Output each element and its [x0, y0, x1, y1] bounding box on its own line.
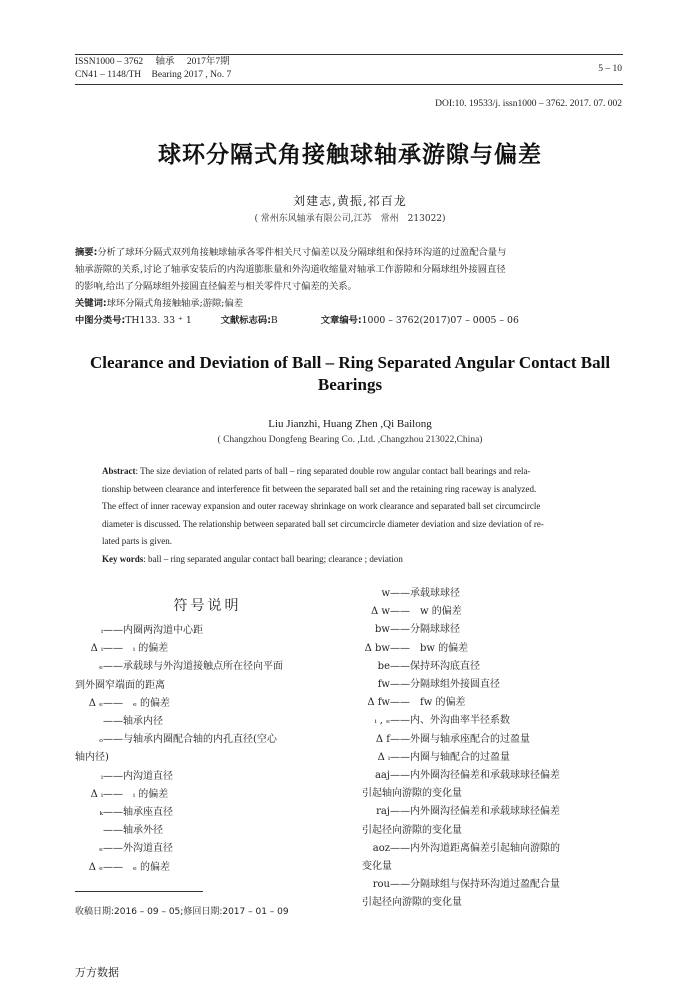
- authors-cn: 刘建志,黄振,祁百龙: [293, 194, 407, 208]
- title-en-line: Bearings: [317, 375, 383, 394]
- symbol-definition: [75, 859, 340, 877]
- symbol-definition: [75, 840, 340, 858]
- keywords-en-label: Key words: [102, 553, 144, 564]
- symbol-text: ——内沟道直径: [103, 770, 173, 782]
- abstract-en-line: lated parts is given.: [102, 536, 172, 546]
- wanfang-watermark: 万方数据: [75, 966, 119, 979]
- abstract-cn-text: 分析了球环分隔式双列角接触球轴承各零件相关尺寸偏差以及分隔球组和保持环沟道的过盈配合量与: [97, 247, 507, 258]
- cn-line: [75, 69, 231, 82]
- abstract-en-text: : The size deviation of related parts of ball – ring separated double row angular contact ball bearings and rela-: [135, 466, 531, 476]
- symbol-text: ——内外圈沟径偏差和承载球球径偏差: [390, 770, 560, 782]
- clc-label: 中图分类号:: [75, 315, 126, 326]
- symbol-definition: [362, 731, 628, 749]
- symbol-text: ——轴承外径: [103, 825, 163, 837]
- abstract-cn-line: 轴承游隙的关系,讨论了轴承安装后的内沟道膨胀量和外沟道收缩量对轴承工作游隙和分隔球组外接圆直径: [75, 264, 506, 275]
- keywords-en-text: : ball – ring separated angular contact ball bearing; clearance ; deviation: [143, 553, 403, 564]
- symbol: w: [381, 588, 390, 599]
- symbol-text: ——内外沟道距离偏差引起轴向游隙的: [390, 842, 560, 854]
- abstract-cn: [75, 244, 627, 329]
- symbol: bw: [375, 624, 390, 636]
- doc-code-label: 文献标志码:: [220, 315, 271, 326]
- symbol-text: ——轴承座直径: [103, 807, 173, 819]
- keywords-cn: [75, 295, 627, 312]
- title-en-line: Clearance and Deviation of Ball – Ring Separated Angular Contact Ball: [89, 353, 611, 372]
- symbols-left-column: [75, 622, 340, 877]
- symbol: aaj: [374, 770, 390, 782]
- symbol-text: —— ᵢ 的偏差: [103, 643, 169, 655]
- symbol-definition: [362, 749, 628, 767]
- symbol-text: ——外圈与轴承座配合的过盈量: [390, 733, 530, 745]
- symbol-text: —— fw 的偏差: [390, 697, 466, 709]
- issn-line: [75, 56, 230, 69]
- symbol-definition: [362, 585, 628, 603]
- symbol-definition: [362, 640, 628, 658]
- symbol: ᵢ , ₑ: [374, 715, 390, 727]
- symbol-definition: [362, 803, 628, 821]
- symbol-definition-continuation: [362, 894, 628, 912]
- title-cn: 球环分隔式角接触球轴承游隙与偏差: [158, 142, 542, 168]
- header-rule-top: [75, 54, 623, 55]
- symbol-definition: [75, 622, 340, 640]
- abstract-cn-line: [75, 244, 627, 261]
- symbol-text: —— ᵢ 的偏差: [103, 788, 169, 800]
- symbol-definition: [75, 640, 340, 658]
- symbol-text: —— ₑ 的偏差: [103, 861, 171, 873]
- keywords-cn-text: 球环分隔式角接触轴承;游隙;偏差: [106, 298, 244, 309]
- year-issue-cn: 2017年7期: [186, 57, 230, 67]
- symbol-definition-continuation: [362, 785, 628, 803]
- journal-en: Bearing 2017 , No. 7: [151, 70, 232, 80]
- symbol-text: ——内外圈沟径偏差和承载球球径偏差: [390, 806, 560, 818]
- classification-line: [75, 312, 627, 329]
- authors-en: Liu Jianzhi, Huang Zhen ,Qi Bailong: [268, 418, 432, 430]
- symbol: ᵢ: [100, 625, 103, 636]
- symbol-text: ——分隔球组与保持环沟道过盈配合量: [390, 879, 560, 891]
- symbol-text: ——保持环沟底直径: [390, 660, 480, 672]
- symbol-definition: [362, 603, 628, 621]
- symbol-text: —— bw 的偏差: [390, 642, 469, 654]
- symbol-text: ——承载球球径: [390, 588, 460, 599]
- symbol-text: 引起径向游隙的变化量: [362, 824, 462, 836]
- symbol-definition-continuation: [75, 749, 340, 767]
- symbol: ₖ: [99, 807, 103, 819]
- symbol-text: 变化量: [362, 861, 392, 873]
- abstract-en-line: [102, 463, 602, 481]
- abstract-en: [102, 463, 602, 568]
- symbol-definition: [75, 822, 340, 840]
- symbol-text: —— w 的偏差: [390, 606, 462, 618]
- symbol-definition-continuation: [75, 677, 340, 695]
- received-dates: 收稿日期:2016 – 09 – 05;修回日期:2017 – 01 – 09: [75, 907, 289, 917]
- symbol-definition: [362, 621, 628, 639]
- doc-code-value: B: [270, 315, 278, 326]
- article-id-label: 文章编号:: [320, 315, 362, 326]
- symbol-definition: [362, 694, 628, 712]
- symbol: Δ w: [371, 606, 390, 618]
- journal-cn: 轴承: [155, 57, 175, 67]
- header-rule-bottom: [75, 84, 623, 85]
- symbols-right-column: [362, 585, 628, 913]
- symbol-text: 引起轴向游隙的变化量: [362, 788, 462, 800]
- symbol-definition: [362, 658, 628, 676]
- symbol: raj: [376, 806, 390, 818]
- article-id-value: 1000 – 3762(2017)07 – 0005 – 06: [361, 315, 519, 326]
- symbol: ₑ: [99, 661, 103, 673]
- symbol-definition: [75, 713, 340, 731]
- symbol: be: [377, 660, 390, 672]
- symbol: Δ bw: [364, 642, 390, 654]
- footnote-rule: [75, 891, 203, 892]
- symbol-definition: [362, 767, 628, 785]
- symbol: Δ f: [375, 733, 390, 745]
- issn: ISSN1000 – 3762: [75, 57, 144, 67]
- symbol-text: ——外沟道直径: [103, 843, 173, 855]
- symbol-text: ——内圈与轴配合的过盈量: [390, 751, 510, 763]
- symbols-title: 符号说明: [173, 598, 242, 614]
- symbol: Δ fw: [367, 697, 390, 709]
- symbol-definition: [75, 731, 340, 749]
- symbol-text: 引起径向游隙的变化量: [362, 897, 462, 909]
- symbol-definition: [75, 786, 340, 804]
- abstract-en-line: The effect of inner raceway expansion and outer raceway shrinkage on work clearance and separated ball set circumcircle: [102, 501, 541, 511]
- page-range: 5 – 10: [598, 64, 622, 74]
- keywords-en: [102, 551, 602, 569]
- symbol-text: 到外圈窄端面的距离: [75, 679, 165, 691]
- symbol-definition-continuation: [362, 858, 628, 876]
- symbol: Δ ᵢ: [90, 788, 103, 800]
- symbol-definition: [75, 804, 340, 822]
- symbol: Δ ᵢ: [90, 643, 103, 655]
- symbol-definition: [75, 768, 340, 786]
- symbol: Δ ₑ: [88, 861, 103, 873]
- keywords-cn-label: 关键词:: [75, 298, 107, 309]
- doi: DOI:10. 19533/j. issn1000 – 3762. 2017. 07. 002: [435, 99, 622, 109]
- cn-number: CN41 – 1148/TH: [75, 70, 142, 80]
- symbol-definition: [362, 876, 628, 894]
- affiliation-en: ( Changzhou Dongfeng Bearing Co. ,Ltd. ,Changzhou 213022,China): [217, 435, 483, 445]
- symbol-text: 轴内径): [75, 752, 109, 764]
- symbol-text: ——承载球与外沟道接触点所在径向平面: [103, 661, 283, 673]
- symbol: ᵢ: [100, 770, 103, 782]
- symbol-definition: [362, 712, 628, 730]
- symbol-text: ——内、外沟曲率半径系数: [390, 715, 510, 727]
- abstract-en-label: Abstract: [102, 466, 136, 476]
- symbol-definition: [75, 695, 340, 713]
- symbol: rou: [372, 879, 390, 891]
- abstract-cn-line: 的影响,给出了分隔球组外接圆直径偏差与相关零件尺寸偏差的关系。: [75, 281, 357, 292]
- abstract-en-line: tionship between clearance and interference fit between the separated ball set and the retaining ring raceway is analyzed.: [102, 483, 537, 494]
- symbol-text: ——内圈两沟道中心距: [103, 625, 203, 636]
- symbol-text: ——轴承内径: [103, 716, 163, 728]
- symbol-definition: [362, 676, 628, 694]
- affiliation-cn: ( 常州东风轴承有限公司,江苏 常州 213022): [254, 214, 446, 224]
- symbol-definition: [75, 658, 340, 676]
- symbol-text: ——分隔球组外接圆直径: [390, 679, 500, 691]
- clc-value: TH133. 33 ⁺ 1: [125, 315, 192, 326]
- abstract-en-line: diameter is discussed. The relationship between separated ball set circumcircle diameter deviation and size deviation of re-: [102, 518, 544, 529]
- symbol: fw: [377, 679, 390, 691]
- abstract-cn-label: 摘要:: [75, 247, 98, 258]
- symbol: ₒ: [99, 734, 103, 746]
- symbol: Δ ₑ: [88, 697, 103, 709]
- symbol: Δ ᵢ: [377, 751, 390, 763]
- symbol: aoz: [372, 842, 390, 854]
- symbol: ₑ: [99, 843, 103, 855]
- symbol-text: ——分隔球球径: [390, 624, 460, 636]
- symbol-definition: [362, 840, 628, 858]
- symbol-definition-continuation: [362, 822, 628, 840]
- symbol-text: ——与轴承内圈配合轴的内孔直径(空心: [103, 734, 277, 746]
- symbol-text: —— ₑ 的偏差: [103, 697, 171, 709]
- title-en: [85, 352, 615, 396]
